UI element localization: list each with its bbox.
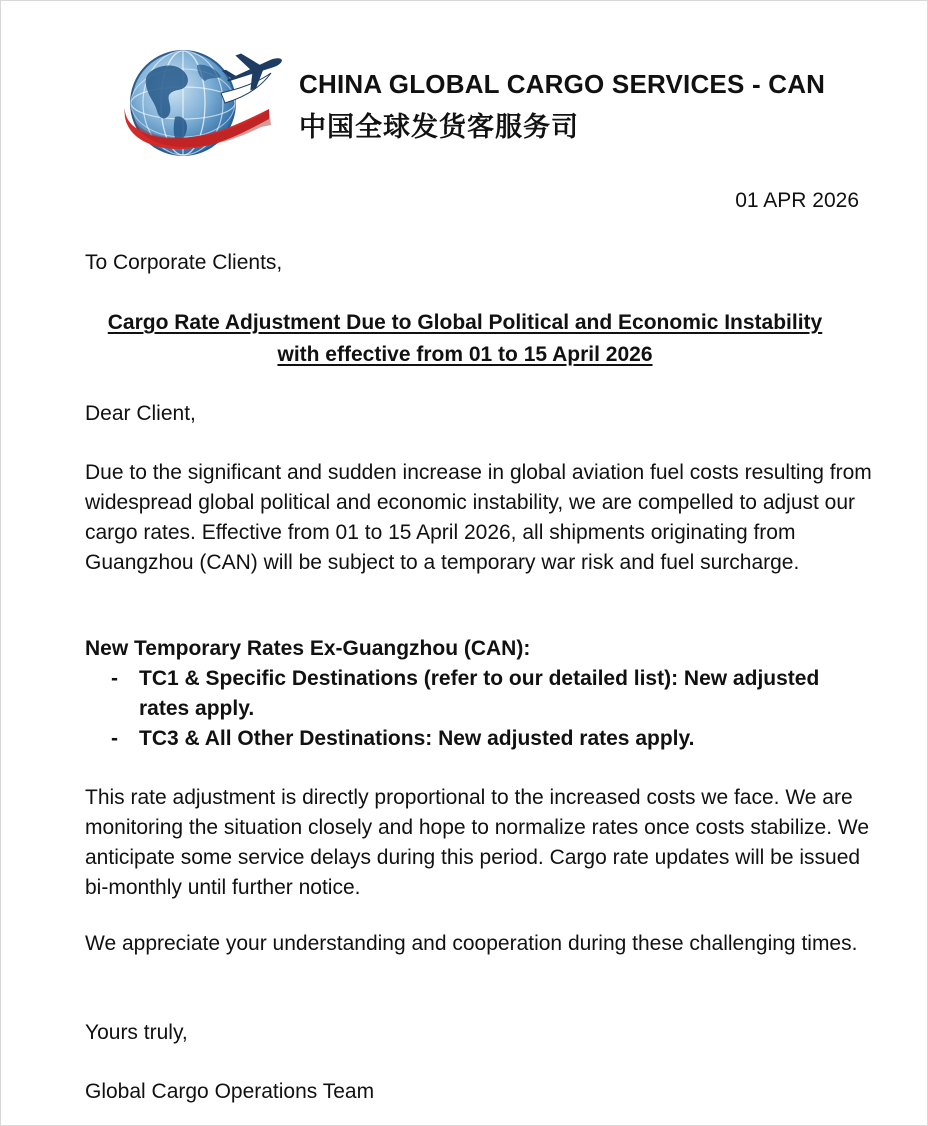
rate-item-tc3 xyxy=(111,724,851,754)
company-logo xyxy=(121,45,293,163)
letter-date: 01 APR 2026 xyxy=(735,189,859,212)
subject-heading xyxy=(1,307,928,371)
company-name-en: CHINA GLOBAL CARGO SERVICES - CAN xyxy=(299,69,826,99)
bullet-dash: - xyxy=(111,727,118,750)
recipient-line: To Corporate Clients, xyxy=(85,251,283,274)
bullet-dash: - xyxy=(111,667,118,690)
subject-line-2: with effective from 01 to 15 April 2026 xyxy=(277,343,653,366)
rate-item-tc1 xyxy=(111,664,851,724)
paragraph-rate-adjustment: This rate adjustment is directly proportional to the increased costs we face. We are monitoring the situation closely and hope to normalize rates once costs stabilize. We anticipate some service delays during this period. Cargo rate updates will be issued bi-monthly until further notice. xyxy=(85,786,870,899)
salutation: Dear Client, xyxy=(85,402,196,425)
signature-line: Global Cargo Operations Team xyxy=(85,1080,375,1103)
paragraph-fuel-costs: Due to the significant and sudden increase in global aviation fuel costs resulting from widespread global political and economic instability, we are compelled to adjust our cargo rates. Effective from 01 to 15 April 2026, all shipments originating from Guangzhou (CAN) will be subject to a temporary war risk and fuel surcharge. xyxy=(85,461,872,574)
company-name-cn: 中国全球发货客服务司 xyxy=(299,112,579,143)
paragraph-appreciation: We appreciate your understanding and cooperation during these challenging times. xyxy=(85,932,858,955)
rates-heading: New Temporary Rates Ex-Guangzhou (CAN): xyxy=(85,637,531,660)
closing-line: Yours truly, xyxy=(85,1021,188,1044)
subject-line-1: Cargo Rate Adjustment Due to Global Political and Economic Instability xyxy=(107,311,823,334)
rate-item-text: TC1 & Specific Destinations (refer to our detailed list): New adjusted rates apply. xyxy=(139,667,820,720)
rate-item-text: TC3 & All Other Destinations: New adjusted rates apply. xyxy=(139,727,695,750)
